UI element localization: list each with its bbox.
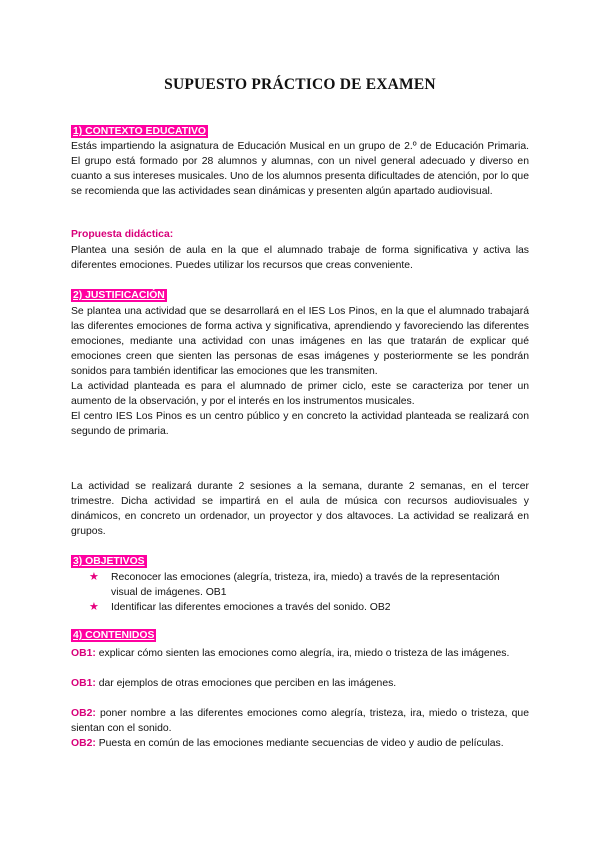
- contenido-text: poner nombre a las diferentes emociones como alegría, tristeza, ira, miedo o tristeza, que sientan con el sonido.: [71, 708, 529, 734]
- contenido-text: explicar cómo sienten las emociones como alegría, ira, miedo o tristeza de las imágenes.: [95, 648, 510, 659]
- section-heading-objetivos: 3) OBJETIVOS: [73, 556, 145, 567]
- list-item: [71, 600, 529, 615]
- propuesta-text: Plantea una sesión de aula en la que el alumnado trabaje de forma significativa y activa las diferentes emociones. Puedes utilizar los recursos que creas conveniente.: [71, 245, 529, 271]
- star-bullet-icon: ★: [89, 601, 99, 613]
- contexto-text: Estás impartiendo la asignatura de Educación Musical en un grupo de 2.º de Educación Primaria. El grupo está formado por 28 alumnos y alumnas, con un nivel general adecuado y diverso en cuanto a sus intereses musicales. Uno de los alumnos presenta dificultades de atención, por lo que se recomienda que las actividades sean dinámicas y presenten algún apartado audiovisual.: [71, 141, 529, 197]
- contenido-item: [71, 736, 529, 751]
- propuesta-heading: Propuesta didáctica:: [71, 229, 174, 240]
- contenido-text: dar ejemplos de otras emociones que perciben en las imágenes.: [95, 678, 397, 689]
- contenido-text: Puesta en común de las emociones mediante secuencias de video y audio de películas.: [95, 738, 504, 749]
- contenido-item: [71, 646, 529, 661]
- justificacion-p4: La actividad se realizará durante 2 sesiones a la semana, durante 2 semanas, en el tercer trimestre. Dicha actividad se impartirá en el aula de música con recursos audiovisuales y dinámicos, en concreto un ordenador, un proyector y dos altavoces. La actividad se realizará en grupos.: [71, 481, 529, 537]
- star-bullet-icon: ★: [89, 571, 99, 583]
- document-title: SUPUESTO PRÁCTICO DE EXAMEN: [164, 76, 436, 93]
- ob-label: OB1:: [71, 648, 96, 659]
- ob-label: OB1:: [71, 678, 96, 689]
- list-item: [71, 570, 529, 600]
- section-heading-justificacion: 2) JUSTIFICACIÓN: [73, 290, 165, 301]
- section-heading-contenidos: 4) CONTENIDOS: [73, 630, 155, 641]
- objetivos-list: [71, 570, 529, 615]
- objetivo-text: Reconocer las emociones (alegría, tristeza, ira, miedo) a través de la representación visual de imágenes. OB1: [111, 572, 500, 598]
- justificacion-p2: La actividad planteada es para el alumnado de primer ciclo, este se caracteriza por tener un aumento de la observación, y por el interés en los instrumentos musicales.: [71, 381, 529, 407]
- ob-label: OB2:: [71, 708, 96, 719]
- section-heading-contexto: 1) CONTEXTO EDUCATIVO: [73, 126, 206, 137]
- justificacion-p3: El centro IES Los Pinos es un centro público y en concreto la actividad planteada se realizará con segundo de primaria.: [71, 411, 529, 437]
- contenido-item: [71, 676, 529, 691]
- ob-label: OB2:: [71, 738, 96, 749]
- contenido-item: [71, 706, 529, 736]
- justificacion-p1: Se plantea una actividad que se desarrollará en el IES Los Pinos, en la que el alumnado trabajará las diferentes emociones de forma activa y significativa, aprendiendo y favoreciendo las diferentes emociones, mediante una actividad con unas imágenes en las que tratarán de explicar qué emociones creen que sienten las personas de esas imágenes y posteriormente se les pondrán sonidos para también identificar las emociones que les transmiten.: [71, 306, 529, 377]
- objetivo-text: Identificar las diferentes emociones a través del sonido. OB2: [111, 602, 391, 613]
